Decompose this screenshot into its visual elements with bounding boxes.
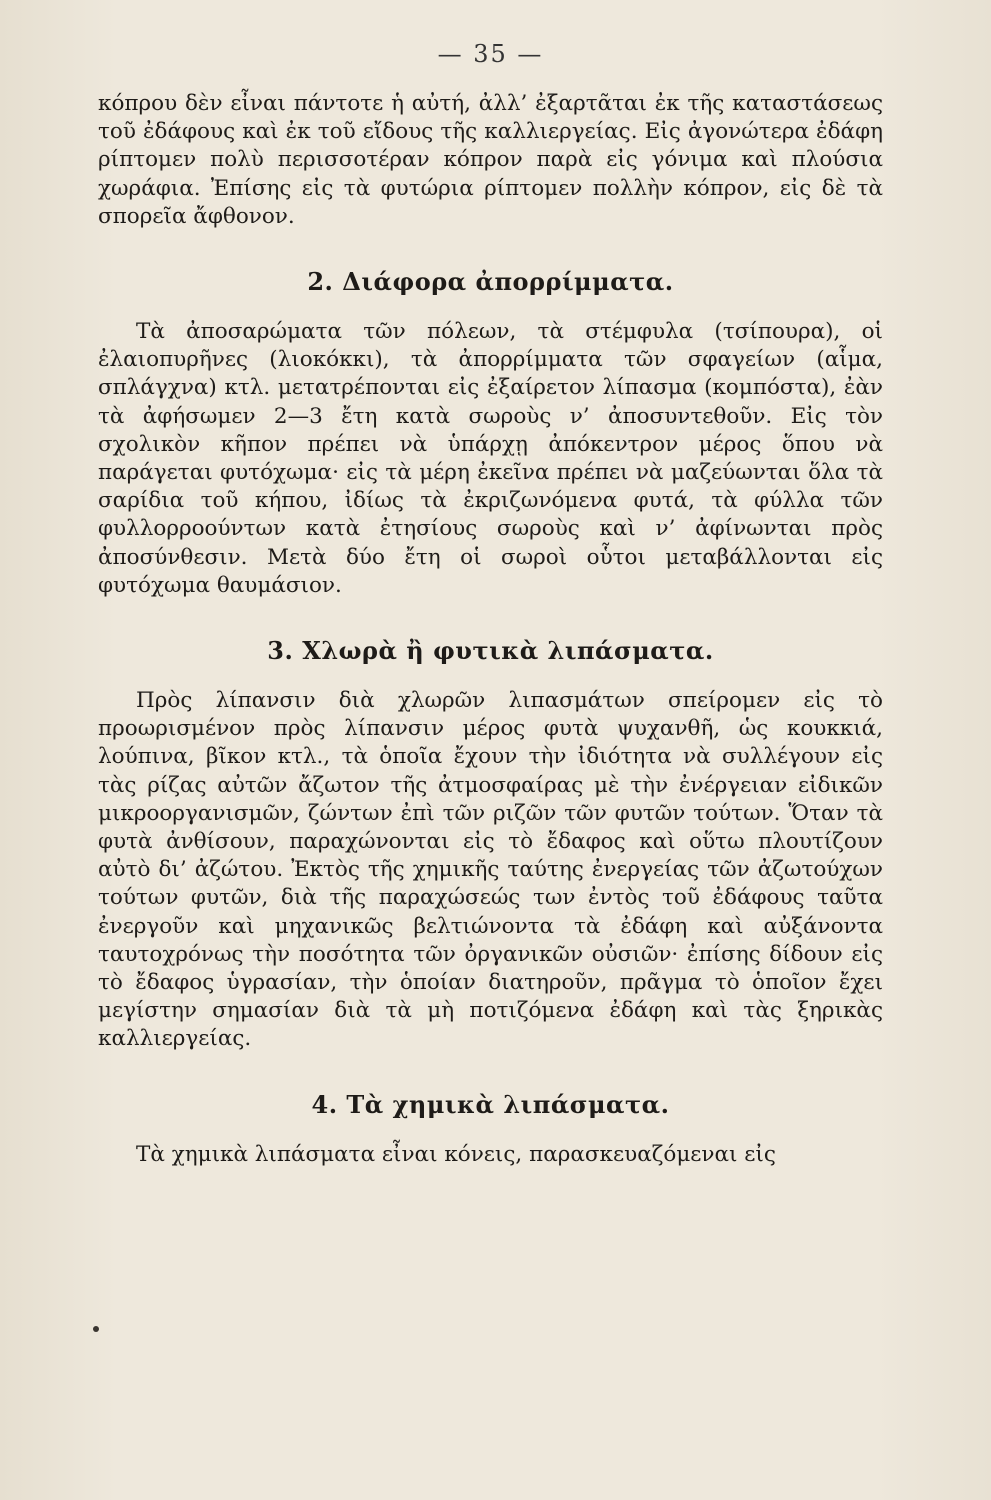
ink-dot-mark: [93, 1326, 99, 1332]
section-text-3: Πρὸς λίπανσιν διὰ χλωρῶν λιπασμάτων σπείρομεν εἰς τὸ προωρισμένον πρὸς λίπανσιν μέρος φυτὰ ψυχανθῆ, ὡς κουκκιά, λούπινα, βῖκον κτλ., τὰ ὁποῖα ἔχουν τὴν ἰδιότητα νὰ συλλέγουν εἰς τὰς ρίζας αὐτῶν ἄζωτον τῆς ἀτμοσφαίρας μὲ τὴν ἐνέργειαν εἰδικῶν μικροοργανισμῶν, ζώντων ἐπὶ τῶν ριζῶν τῶν φυτῶν τούτων. Ὅταν τὰ φυτὰ ἀνθίσουν, παραχώνονται εἰς τὸ ἔδαφος καὶ οὕτω πλουτίζουν αὐτὸ δι’ ἀζώτου. Ἐκτὸς τῆς χημικῆς ταύτης ἐνεργείας τῶν ἀζωτούχων τούτων φυτῶν, διὰ τῆς παραχώσεώς των ἐντὸς τοῦ ἐδάφους ταῦτα ἐνεργοῦν καὶ μηχανικῶς βελτιώνοντα τὰ ἐδάφη καὶ αὐξάνοντα ταυτοχρόνως τὴν ποσότητα τῶν ὀργανικῶν οὐσιῶν· ἐπίσης δίδουν εἰς τὸ ἔδαφος ὑγρασίαν, τὴν ὁποίαν διατηροῦν, πρᾶγμα τὸ ὁποῖον ἔχει μεγίστην σημασίαν διὰ τὰ μὴ ποτιζόμενα ἐδάφη καὶ τὰς ξηρικὰς καλλιεργείας.: [98, 688, 883, 1052]
intro-paragraph: κόπρου δὲν εἶναι πάντοτε ἡ αὐτή, ἀλλ’ ἐξαρτᾶται ἐκ τῆς καταστάσεως τοῦ ἐδάφους καὶ ἐκ τοῦ εἴδους τῆς καλλιεργείας. Εἰς ἀγονώτερα ἐδάφη ρίπτομεν πολὺ περισσοτέραν κόπρον παρὰ εἰς γόνιμα καὶ πλούσια χωράφια. Ἐπίσης εἰς τὰ φυτώρια ρίπτομεν πολλὴν κόπρον, εἰς δὲ τὰ σπορεῖα ἄφθονον.: [98, 91, 883, 229]
section-heading-3: 3. Χλωρὰ ἢ φυτικὰ λιπάσματα.: [267, 636, 714, 666]
section-text-4: Τὰ χημικὰ λιπάσματα εἶναι κόνεις, παρασκευαζόμεναι εἰς: [136, 1141, 776, 1167]
section-text-2: Τὰ ἀποσαρώματα τῶν πόλεων, τὰ στέμφυλα (τσίπουρα), οἱ ἐλαιοπυρῆνες (λιοκόκκι), τὰ ἀπορρίμματα τῶν σφαγείων (αἷμα, σπλάγχνα) κτλ. μετατρέπονται εἰς ἐξαίρετον λίπασμα (κομπόστα), ἐὰν τὰ ἀφήσωμεν 2—3 ἔτη κατὰ σωροὺς ν’ ἀποσυντεθοῦν. Εἰς τὸν σχολικὸν κῆπον πρέπει νὰ ὑπάρχῃ ἀπόκεντρον μέρος ὅπου νὰ παράγεται φυτόχωμα· εἰς τὰ μέρη ἐκεῖνα πρέπει νὰ μαζεύωνται ὅλα τὰ σαρίδια τοῦ κήπου, ἰδίως τὰ ἐκριζωνόμενα φυτά, τὰ φύλλα τῶν φυλλορροούντων κατὰ ἐτησίους σωροὺς καὶ ν’ ἀφίνωνται πρὸς ἀποσύνθεσιν. Μετὰ δύο ἔτη οἱ σωροὶ οὗτοι μεταβάλλονται εἰς φυτόχωμα θαυμάσιον.: [98, 319, 883, 598]
page-number: — 35 —: [437, 40, 544, 68]
section-heading-4: 4. Τὰ χημικὰ λιπάσματα.: [311, 1089, 670, 1119]
section-heading-2: 2. Διάφορα ἀπορρίμματα.: [307, 267, 674, 297]
